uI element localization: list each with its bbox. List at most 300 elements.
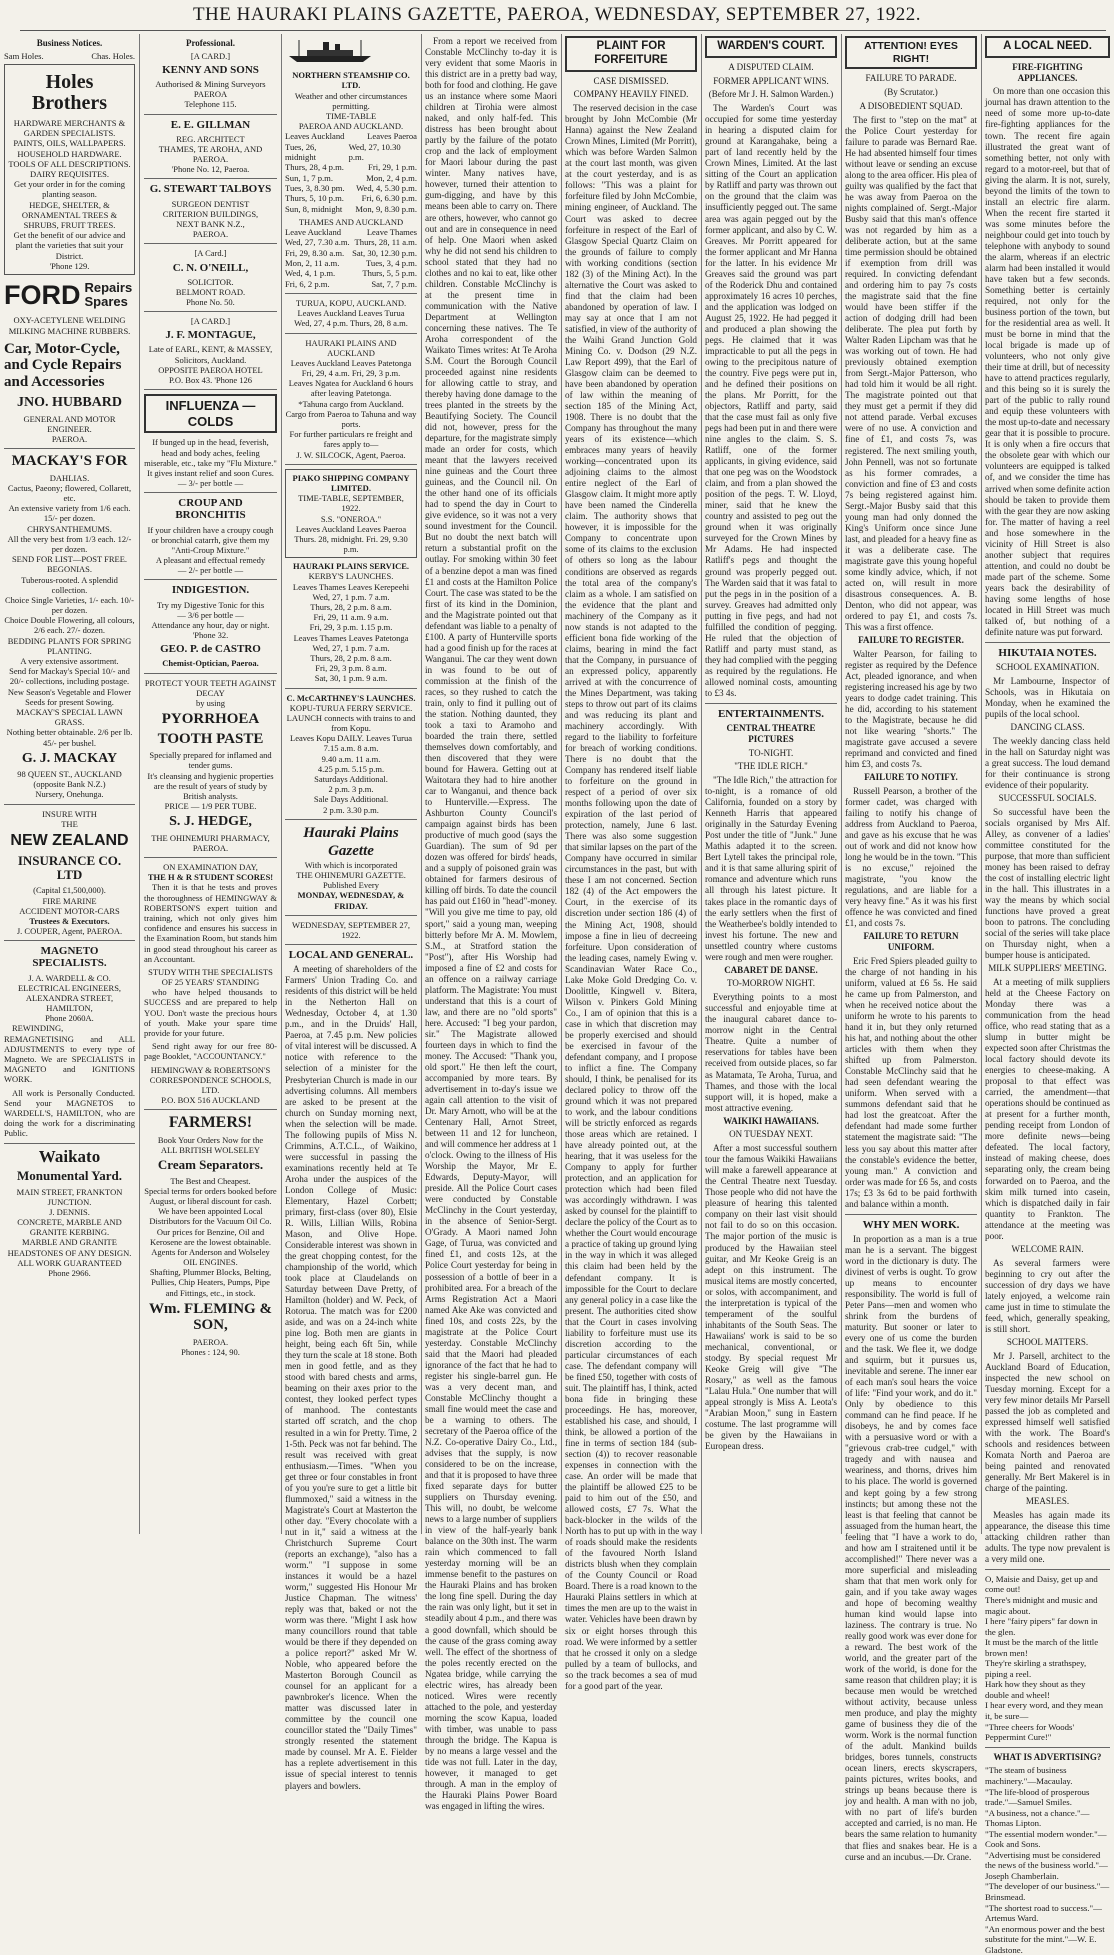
card-line: Telephone 115. xyxy=(184,99,237,110)
ad-line: CONCRETE, MARBLE AND GRANITE KERBING. xyxy=(17,1217,122,1238)
masthead: THE HAURAKI PLAINS GAZETTE, PAEROA, WEDNESDAY, SEPTEMBER 27, 1922. xyxy=(192,4,922,25)
ad-title: Monumental Yard. xyxy=(17,1168,122,1184)
timetable-row xyxy=(285,183,417,193)
ad-line: It gives instant relief and soon Cures. xyxy=(147,467,274,478)
owner-name: Sam Holes. xyxy=(4,50,44,61)
article-subheading: COMPANY HEAVILY FINED. xyxy=(573,89,689,100)
timetable-line: Fri, 29, 3 p.m. 1.15 p.m. xyxy=(309,622,393,633)
article-body: After a most successful southern tour the famous Waikiki Hawaiians will make a farewell appearance at the Central Theatre next Tuesday. Those people who did not have the pleasure of hearing this talented company on their last visit should not fail to do so on this occasion. The major portion of the music is produced by the Hawaiian steel guitar, and Mr Keoke Greig is an adept on this instrument. The musical items are mostly concerted, or solos, with accompaniment, and the interpretation is typical of the temperament of the soulful inhabitants of the South Seas. The Hawaiians' work is said to be so mechanical, conventional, or stodgy. By special request Mr Keoke Greig will give "The Rosary," as well as the famous "Lalau Hula." One number that will appeal strongly is Miss A. Leota's "Arabian Moon," sung in Eastern costume. The last programme will be given by the Hawaiians in European dress. xyxy=(705,1143,837,1452)
timetable-col: Leaves Paeroa xyxy=(367,131,417,142)
ad-line: Phones : 124, 90. xyxy=(181,1347,240,1358)
card-line: BELMONT ROAD. xyxy=(175,286,246,297)
timetable-line: Leaves Auckland Leaves Patetonga xyxy=(290,357,412,368)
ad-line: 'Phone 32. xyxy=(192,630,229,641)
timetable-line: TURUA, KOPU, AUCKLAND. xyxy=(295,297,407,308)
article-subheading: "THE IDLE RICH." xyxy=(734,761,808,772)
card-line: PAEROA. xyxy=(192,229,229,240)
ad-line: BEDDING PLANTS FOR SPRING PLANTING. xyxy=(7,635,132,656)
article-body: So successful have been the socials organised by Mrs Alf. Alley, as convener of a ladies' committee constituted for the purpose, that more than sufficient money has been raised to defray the cost of installing electric light in the hall. This illustrates in a way the means by which social functions have proved a great boon to patrons. The concluding social of the series will take place on Thursday night, when a bumper house is anticipated. xyxy=(985,806,1110,961)
timetable-line: 2 p.m. 3.30 p.m. xyxy=(323,804,379,815)
timetable-line: Leaves Kopu DAILY. Leaves Turua xyxy=(290,733,412,744)
timetable-line: Saturdays Additional. xyxy=(314,774,388,785)
column-rule xyxy=(281,34,282,1534)
waikato-ad xyxy=(4,1148,135,1279)
card-line: P.O. Box 43. 'Phone 126 xyxy=(169,375,252,386)
timetable-line: *Tahuna cargo from Auckland. xyxy=(298,398,404,409)
article-subheading: SCHOOL MATTERS. xyxy=(1006,1336,1089,1347)
timetable-row xyxy=(285,237,417,247)
timetable-row xyxy=(285,279,417,289)
ad-line: THE H & R STUDENT SCORES! xyxy=(147,872,274,883)
ad-line: Spares xyxy=(84,294,128,310)
ad-line: Shafting, Plummer Blocks, Belting, Pullies, Chip Heaters, Pumps, Pipe and Fittings, etc., in stock. xyxy=(149,1267,272,1298)
timetable-col: Leave Auckland xyxy=(285,227,342,238)
ad-paragraph: REWINDING, REMAGNETISING and ALL ADJUSTMENTS to every type of Magneto. We are SPECIALISTS in MAGNETO and IGNITIONS WORK. xyxy=(4,1023,135,1085)
ad-line: Tuberous-rooted. A splendid collection. xyxy=(21,574,118,595)
poem-line: Hark how they shout as they double and wheel! xyxy=(985,1679,1086,1700)
timetable-cell: Fri, 29, 8.30 a.m. xyxy=(285,247,345,258)
ad-title: NEW ZEALAND xyxy=(10,832,129,850)
ad-paragraph: who have helped thousands to SUCCESS and are prepared to help YOU. Don't waste the precious hours of youth. Make your spare time provide for your future. xyxy=(144,987,277,1039)
article-heading: PLAINT FOR FORFEITURE xyxy=(565,36,697,72)
column-4 xyxy=(425,36,557,1811)
ad-title: FARMERS! xyxy=(168,1114,253,1132)
gazette-line: Published Every xyxy=(323,880,379,891)
column-rule xyxy=(841,34,842,1534)
ad-line: GARDEN SPECIALISTS. xyxy=(23,128,116,139)
ad-title: CROUP AND BRONCHITIS xyxy=(175,497,246,522)
poem-line: "Three cheers for Woods' Peppermint Cure!" xyxy=(985,1721,1075,1743)
timetable-line: Fri, 29, 4 a.m. Fri, 29, 3 p.m. xyxy=(301,368,401,379)
ad-line: Choice Double Flowering, all colours, 2/6 each. 27/- dozen. xyxy=(4,615,135,636)
timetable-title: C. McCARTHNEY'S LAUNCHES. xyxy=(286,692,416,703)
article-subheading: SCHOOL EXAMINATION. xyxy=(995,662,1100,673)
article-subheading: TO-MORROW NIGHT. xyxy=(727,978,815,989)
timetable-cell: Tues, 26, midnight xyxy=(285,141,317,163)
ad-title: PYORRHOEA xyxy=(161,711,260,728)
ad-line: Agents for Anderson and Wolseley OIL ENGINES. xyxy=(151,1246,270,1268)
ad-title: Holes Brothers xyxy=(31,71,108,115)
timetable-line: Leaves Thames Leaves Patetonga xyxy=(293,632,409,643)
card-line: Phone No. 50. xyxy=(186,296,235,307)
card-line: REG. ARCHITECT xyxy=(176,133,245,144)
ad-line: HEDGE, SHELTER, & ORNAMENTAL TREES & SHRUBS, FRUIT TREES. xyxy=(21,199,118,230)
ad-line: J. COUPER, Agent, PAEROA. xyxy=(16,926,123,937)
column-rule xyxy=(981,34,982,1534)
ad-line: PAEROA. xyxy=(51,433,88,444)
ad-line: MARBLE AND GRANITE HEADSTONES OF ANY DESIGN. xyxy=(7,1237,132,1258)
card-line: SURGEON DENTIST xyxy=(171,198,250,209)
article-body: Mr J. Parsell, architect to the Auckland Board of Education, inspected the new school on Tuesday morning. Except for a very few minor details Mr Parsell passed the job as completed and expressed himself well satisfied with the work. The Board's schools and residences between Komata North and Paeroa are being painted and renovated generally. Mr Bert Makerel is in charge of the painting. xyxy=(985,1350,1110,1493)
article-subheading: WHAT IS ADVERTISING? xyxy=(993,1751,1102,1762)
ad-line: HAMILTON, xyxy=(46,1003,93,1014)
ad-line: An extensive variety from 1/6 each. 15/- per dozen. xyxy=(8,503,131,524)
timetable-line: 9.40 a.m. 11 a.m. xyxy=(321,753,381,764)
card-line: PAEROA xyxy=(193,89,228,100)
ad-line: Attendance any hour, day or night. xyxy=(151,619,270,630)
timetable-line: For further particulars re freight and fares apply to— xyxy=(289,429,413,450)
ad-line: and Cycle Repairs xyxy=(4,357,122,374)
poem-line: It must be the march of the little brown men! xyxy=(985,1637,1099,1658)
ad-title: GEO. P. de CASTRO xyxy=(160,643,261,656)
insurance-ad xyxy=(4,809,135,937)
ad-line: Repairs xyxy=(84,279,133,295)
card-title: C. N. O'NEILL, xyxy=(172,261,249,274)
ad-line: ALL BRITISH WOLSELEY xyxy=(160,1145,261,1156)
ford-logo: FORD xyxy=(4,279,81,310)
timetable-line: Wed, 27, 4 p.m. Thurs, 28, 8 a.m. xyxy=(294,318,408,329)
ad-line: MACKAY'S SPECIAL LAWN GRASS. xyxy=(16,706,123,728)
ad-line: All the very best from 1/3 each. 12/- per dozen. xyxy=(7,533,132,554)
owners xyxy=(4,51,135,61)
article-body: The reserved decision in the case brought by John McCombie (Mr Hanna) against the New Zealand Crown Mines, Limited (Mr Porritt), which was before Warden Salmon at the court last month, was given at the court yesterday, and is as follows: "This was a plaint for forfeiture filed by John McCombie, mining engineer, of Auckland. The Court was asked to decree forfeiture in respect of the Earl of Glasgow Special Quartz Claim on the grounds of failure to comply with working conditions (section 182 (3) of the Mining Act). In the alternative the Court was asked to find that the claim had been abandoned by operation of law. I may say at once that I am not satisfied, in view of the authority of the Waihi Grand Junction Gold Mining Co. v. Dodson (29 N.Z. Law Report 499), that the Earl of Glasgow claim can be deemed to have been abandoned by operation of law within the meaning of section 185 of the Mining Act, 1908. There is no doubt that the Company has throughout the many years of its existence—which embraces many years of heavily working—concentrated upon its adjoining claims to the almost entire neglect of the Earl of Glasgow claim. It might more aptly have been named the Cinderella claim. The authority shows that however, it is impossible for the Company to concentrate upon some of its claims to the exclusion of others so long as the labour conditions are observed as regards the total area of the company's claim as a whole. I am satisfied on the evidence that the plant and machinery of the Company as it now stands is not adapted to the efficient bona fide working of the claims, bearing in mind the fact that the Company, in pursuance of an expressed policy, apparently arrived at with the concurrence of the Mines Department, was taking steps to throw out part of its claims and was reducing its plant and machinery accordingly. With regard to the liability to forfeiture for breach of working conditions. There is no doubt that the Company has rendered itself liable to forfeiture on the ground in respect of a period of over six months following upon the date of expiration of the last period of protection, namely, June 6 last. There was also some suggestion that similar lapses on the part of the Company have occurred in similar circumstances in the past, but with these I am not concerned. Section 182 (4) of the Act empowers the Court, in the exercise of its discretion under section 186 (4) of the Mining Act, 1908, should impose a fine in lieu of decreeing forfeiture. Upon consideration of the leading cases, namely Ewing v. Scandinavian Water Race Co., Lake Moke Gold Dredging Co. v. Doolittle, Kingwell v. Bitera, Wilson v. Pinkers Gold Mining Co., I am of opinion that this is a case in which that discretion may be properly exercised and should be exercised in favour of the defendant company, and I propose to inflict a fine. The Company should, I think, be penalised for its declared policy to throw off the ground which it was not prepared to work, and the labour conditions will be strictly enforced as regards those areas which are retained. I have already pointed out, at the hearing, that it was useless for the Company to apply for further protection, and an application for protection which had been filed was accordingly withdrawn. I was asked by counsel for the plaintiff to declare the policy of the Court as to whether the Court would encourage a practice of taking up ground lying in the way in which it was alleged this claim had been held by the defendant company. It is impossible for the Court to declare any general policy in a case like the present. The authorities cited show that the Court in cases involving liability to forfeiture must use its discretion according to the particular circumstances of each case. The defendant company will be fined £50, together with costs of suit. The plaintiff has, I think, acted bona fide in bringing these proceedings. He has, moreover, established his case, and should, I think, be allowed a portion of the fine in terms of section 184 (sub-section (4)) to recover reasonable expenses in connection with the case. An order will be made that the plaintiff be allowed £25 to be paid to him out of the £50, and allowed costs, £7 7s. What the back-blocker in the wilds of the North has to put up with in the way of roads should make the residents of the favoured North Island districts blush when they complain of the County Council or Road Board. There is a road known to the Hauraki Plains settlers in which at times the men are up to the waist in water. Vehicles have been drawn by six or eight horses through this road. We were informed by a settler that he crossed it only on a sledge pulled by a team of bullocks, and so the track becomes a sea of mud for a good part of the year. xyxy=(565,103,697,1691)
article-subheading: MEASLES. xyxy=(1025,1495,1070,1506)
column-3 xyxy=(285,36,417,1791)
ad-line: THE OHINEMURI PHARMACY, PAEROA. xyxy=(151,832,270,853)
article-subheading: MILK SUPPLIERS' MEETING. xyxy=(988,963,1107,974)
article-heading: A LOCAL NEED. xyxy=(985,36,1110,58)
ad-paragraph: Then it is that he tests and proves the thoroughness of HEMINGWAY & ROBERTSON'S expert tuition and training, which not only gives him confidence and ensures his success in the Examination Room, but stands him in good stead throughout his career as an Accountant. xyxy=(144,882,277,964)
ad-line: ELECTRICAL ENGINEERS, xyxy=(17,982,122,993)
column-2 xyxy=(144,36,277,1532)
article-body: A meeting of shareholders of the Farmers' Union Trading Co. and residents of this district will be held in the Netherton Hall on Wednesday, October 4, at 1.30 p.m., and in the Druids' Hall, Paeroa, at 7.45 p.m. New policies of vital interest will be discussed. A notice with reference to the selection of a minister for the Presbyterian Church is made in our advertising columns. All members are asked to be present at the church on Sunday morning next, when the selection will be made. The following pupils of Miss N. Crimmins, A.T.C.L., of Waikino, were successful in passing the examinations recently held at Te Aroha under the auspices of the London College of Music: Elementary, Hazel Corbett; primary, first-class (over 80), Elsie R. Wills, Lillian Wills, Robina Mason, and Olive Hope. Considerable interest was shown in the great chopping contest, for the championship of the world, which took place at Claudelands on Saturday between Dave Pretty, of Hamilton (holder) and W. Peck, of Rotorua. The match was for £200 aside, and was on a 24-inch white pine log. Both men are giants in height, being each 6ft 5in, while they turn the scale at 18 stone. Both men in good fettle, and as they stood with bared chests and arms, beaming on their axes prior to the contest, they looked perfect types of manhood. The contestants started off scratch, and the chop resulted in a win for Pretty. Time, 2 1-5th. Peck was not far behind. The result was received with great enthusiasm.—Times. "When you get three or four constables in front of you you're sure to get a little bit flummoxed," said a witness in the Magistrate's Court at Masterton the other day. "Every chocolate with a nut in it," said a witness at the Christchurch Supreme Court (reports an exchange), "also has a worm." "I suppose in some instances it would be a hazel worm," suggested His Honour Mr Justice Chapman. The witness' reply was that, baked or not the worm was there. "Might I ask how many councillors round that table would be there if they depended on a police report?" asked Mr W. Noble, who appeared before the Masterton Borough Council as counsel for an applicant for a pawnbroker's licence. When the matter was discussed later in committee by the council one councillor stated the "Daily Times" strongly resented the statement made by counsel. Mr A. E. Fielder has a replete advertisement in this issue of special interest to tennis players and bowlers. xyxy=(285,964,417,1791)
ad-line: PAINTS, OILS, WALLPAPERS. xyxy=(13,138,126,149)
timetable-cell: Mon, 2, 11 a.m. xyxy=(285,258,340,269)
article-subheading: FAILURE TO REGISTER. xyxy=(858,635,964,646)
timetable-line: Wed, 27, 1 p.m. 7 a.m. xyxy=(312,642,390,653)
article-subheading: ON TUESDAY NEXT. xyxy=(729,1129,813,1140)
timetable-line: PAEROA AND AUCKLAND. xyxy=(298,121,404,132)
column-7 xyxy=(845,36,977,1862)
ad-line: J. DENNIS. xyxy=(49,1206,90,1217)
timetable-cell: Thurs, 28, 11 a.m. xyxy=(354,237,417,248)
ad-line: Special terms for orders booked before August, or liberal discount for cash. xyxy=(144,1185,277,1206)
ad-title: Wm. FLEMING & SON, xyxy=(149,1300,272,1334)
column-rule xyxy=(139,34,140,1534)
ad-line: BEGONIAS. xyxy=(46,564,93,575)
ad-title: Cream Separators. xyxy=(157,1157,264,1173)
article-subheading: WELCOME RAIN. xyxy=(1011,1243,1084,1254)
quote: "An enormous power and the best substitute for the mint."—W. E. Gladstone. xyxy=(985,1923,1105,1955)
timetable-row xyxy=(285,142,417,163)
ad-title: G. J. MACKAY xyxy=(21,750,118,766)
owner-name: Chas. Holes. xyxy=(91,50,135,61)
timetable-header xyxy=(285,227,417,237)
article-heading: WHY MEN WORK. xyxy=(862,1218,960,1231)
ad-line: INSURE WITH xyxy=(42,808,97,819)
timetable-line: 4.25 p.m. 5.15 p.m. xyxy=(317,763,385,774)
card-title: J. F. MONTAGUE, xyxy=(165,329,256,342)
article-heading: LOCAL AND GENERAL. xyxy=(288,949,414,962)
article-body: "The Idle Rich," the attraction for to-night, is a romance of old California, founded on a story by Kenneth Harris that appeared originally in the Saturday Evening Post under the title of "Junk." June Mathis adapted it to the screen. Bert Lytell takes the principal role, and it is that same alluring spirit of romance and adventure which runs all through his latest picture. It takes place in the romantic days of the early settlers when the first of the Weatherbee's boldly intended to invest his fortune. The new and unsettled country where customs were rough and men were rougher. xyxy=(705,775,837,962)
ad-line: — 3/- per bottle — xyxy=(177,478,244,489)
timetable-line: S.S. "ONEROA." xyxy=(320,513,382,524)
steamship-icon xyxy=(285,38,375,64)
card-line: THAMES, TE AROHA, AND PAEROA. xyxy=(158,143,263,165)
timetable-col: Leave Thames xyxy=(366,227,417,238)
ad-line: Our prices for Benzine, Oil and Kerosene are the lowest obtainable. xyxy=(149,1226,272,1247)
ad-title: JNO. HUBBARD xyxy=(16,395,122,411)
ad-line: Nothing better obtainable. 2/6 per lb. 45/- per bushel. xyxy=(6,727,133,748)
ad-line: Chemist-Optician, Paeroa. xyxy=(162,658,259,669)
article-body: Everything points to a most successful and enjoyable time at the inaugural cabaret dance to-morrow night in the Central Theatre. Quite a number of reservations for tables have been received from outside places, so far as Matamata, Te Aroha, Turua, and Thames, and those with the local support will, it is hoped, make a most attractive evening. xyxy=(705,992,837,1113)
ad-line: TOOLS OF ALL DESCRIPTIONS. xyxy=(8,158,131,169)
timetable-cell: Fri, 6, 6.30 p.m. xyxy=(361,193,417,204)
masthead-rule xyxy=(20,30,1106,31)
article-body: The weekly dancing class held in the hall on Saturday night was a great success. The loud demand for their continuance is strong evidence of their popularity. xyxy=(985,735,1110,790)
timetable-title: HAURAKI PLAINS SERVICE. xyxy=(292,561,410,572)
ad-line: Cactus, Paeony; flowered, Collarett, etc. xyxy=(7,482,132,504)
article-body: At a meeting of milk suppliers held at the Cheese Factory on Monday there was a communication from the head office, who read stating that as a slump in butter might be expected soon after Christmas the local factory should devote its energies to cheese-making. A proposal to that effect was carried, the amendment—that operations should be continued as at present for a further month, pending receipt from London of more definite news—being defeated. The local factory, instead of making cheese, does separating only, the cream being forwarded on to Paeroa, and the skim milk turned into casein, which is dispatched daily in fair quantity to Frankton. The attendance at the meeting was poor. xyxy=(985,976,1110,1241)
timetable-cell: Wed, 27, 10.30 p.m. xyxy=(348,141,401,163)
article-subheading: CENTRAL THEATRE PICTURES xyxy=(726,722,816,744)
timetable-row xyxy=(285,162,417,172)
ad-line: OF 25 YEARS' STANDING xyxy=(161,977,260,988)
ad-line: 98 QUEEN ST., AUCKLAND xyxy=(17,769,122,780)
column-rule xyxy=(561,34,562,1534)
timetable-cell: Sat, 30, 12.30 p.m. xyxy=(352,247,417,258)
ad-line: Get the benefit of our advice and plant the varieties that suit your District. xyxy=(13,230,126,261)
ad-line: HOUSEHOLD HARDWARE. xyxy=(17,148,122,159)
article-heading: ATTENTION! EYES RIGHT! xyxy=(845,36,977,69)
ad-line: PRICE — 1/9 PER TUBE. xyxy=(164,801,257,812)
timetable-cell: Mon, 2, 4 p.m. xyxy=(366,172,417,183)
timetable-line: THAMES AND AUCKLAND xyxy=(298,216,404,227)
timetable-line: Sale Days Additional. xyxy=(313,794,389,805)
ad-line: DAHLIAS. xyxy=(49,472,90,483)
quote: "A business, not a chance."—Thomas Lipton. xyxy=(985,1807,1090,1829)
card-title: KENNY AND SONS xyxy=(162,63,259,76)
magneto-ad xyxy=(4,945,135,1138)
timetable-line: LAUNCH connects with trains to and from Kopu. xyxy=(286,712,416,734)
article-body: Walter Pearson, for failing to register as required by the Defence Act, pleaded ignorance, and when registering increased his age by two years to dodge cadet training. This he did, according to his statement to the Magistrate, because he did not like wearing "shorts." The magistrate gave accused a severe reprimand and convicted and fined him £3, and costs 7s. xyxy=(845,648,977,770)
holes-brothers-ad xyxy=(4,64,135,275)
article-subheading: SUCCESSFUL SOCIALS. xyxy=(998,792,1097,803)
article-body: Mr Lambourne, Inspector of Schools, was in Hikutaia on Monday, when he examined the pupils of the local school. xyxy=(985,675,1110,719)
ad-line: A pleasant and effectual remedy xyxy=(155,555,266,566)
ad-line: MAIN STREET, FRANKTON JUNCTION. xyxy=(16,1186,123,1207)
quote: "The essential modern wonder."—Cook and Sons. xyxy=(985,1828,1107,1850)
article-subheading: CASE DISMISSED. xyxy=(593,75,669,86)
timetable-line: Cargo from Paeroa to Tahuna and way ports. xyxy=(285,408,417,430)
timetable-line: Leaves Auckland Leaves Paeroa xyxy=(295,523,407,534)
ad-line: CHRYSANTHEMUMS. xyxy=(27,523,112,534)
article-subheading: TO-NIGHT. xyxy=(748,747,794,758)
column-rule xyxy=(421,34,422,1534)
timetable-row xyxy=(285,248,417,258)
ad-line: SEND FOR LIST—POST FREE. xyxy=(11,554,128,565)
quote-list xyxy=(985,1765,1110,1955)
timetable-row xyxy=(285,204,417,214)
article-body: From a report we received from Constable McClinchy to-day it is very evident that some Maoris in this district are in a pretty bad way, both for food and clothing. He gave us an instance where some Maori children at Tirohia were almost naked, and only half-fed. This distress has been brought about partly by the failure of the potato crop and the lack of employment for Maori labour during the past winter. Many natives have, however, turned their attention to gum-digging, and have by this means been able to carry on. There are others, however, who cannot go out and are in consequence in need of help. One Maori when asked why he did not send his children to school stated that they had no clothes and no kai to eat, like other children. Constable McClinchy is at the present time in communication with the Native Department at Wellington concerning these natives. The Te Aroha correspondent of the Waikato Times writes: At Te Aroha S.M. Court the Borough Council proceeded against nine residents for allowing cattle to stray, and thereby having done damage to the trees planted in the streets by the Beautifying Society. The Council did not, however, press for the departure, for the magistrate simply made an order for costs, which meant that the lawyers received nine guineas and the Court three guineas, and the Council nil. On the other hand one of its officials had to spend the day in Court to give evidence, so it was not a very sound investment for the Council. But no doubt the next batch will return a substantial profit on the outlay. For smoking within 30 feet of a benzine depot a man was fined £1 and costs at the Hamilton Police Court. The case was stated to be the first of its kind in the Dominion, and the Magistrate pointed out that defendant was liable to a penalty of £100. A party of Hunterville sports had a good finish up for the races at Wanganui. The car they went down in was found to be out of commission at the finish of the races, so they rushed to catch the train, only to find it pulling out of the station. Nothing daunted, they took a taxi to Aramoho and boarded the train there, settled themselves down comfortably, and then discovered that they were bound for Hawera. Getting out at Waitotara they had to hire another car to Wanganui, and thence back to Hunterville.—Express. The Ashburton County Council's campaign against birds has been productive of much good (says the Guardian). The sum of 9d per dozen was offered for birds' heads, and a supply of poisoned grain was obtained for farmers desirous of killing off birds. To date the council has paid out £160 in "head"-money. "Will you give me time to pay, old sport," said a young man, weeping bitterly before Mr A. M. Mowlem, S.M., at Stratford station the "Post"), after His Worship had imposed a fine of £2 and costs for an offence on a railway carriage platform. The Magistrate: You must understand that this is a court of law, and there are no "old sports" here. Accused: "I beg your pardon, sir." The Magistrate allowed fourteen days in which to find the money. The Accused: "Thank you, old sport." He then left the court, accompanied by more tears. By advertisement in to-day's issue we again call attention to the visit of Dr. Mary Arnott, who will be at the Centenary Hall, Arnot Street, between 11 and 12 for luncheon, and will commence her address at 1 o'clock. Owing to the illness of His Worship the Mayor, Mr E. Edwards, Deputy-Mayor, will preside. All the Police Court cases were conducted by Constable McClinchy in the Court yesterday, in the absence of Senior-Sergt. O'Grady. A Maori named John Gage, of Turua, was convicted and fined £1, and costs 12s, at the Police Court yesterday for being in possession of a bottle of beer in a prohibited area. For a breach of the Arms Registration Act a Maori named Ake Ake was convicted and fined 10s, and costs 22s, by the magistrate at the Police Court yesterday. Constable McClinchy said that the Maori had pleaded ignorance of the fact that he had to register his single-barrel gun. He was a very decent man, and Constable McClinchy thought a small fine would meet the case and be a warning to others. The secretary of the Paeroa office of the N.Z. Co-operative Dairy Co., Ltd., advises that the supply, is now considered to be on the increase, and that it is proposed to have three fixed separate days for butter suppliers on Thursday evening. This will, no doubt, be welcome news to a large number of suppliers in view of the half-yearly bank balance on the 30th inst. The warm rain which commenced to fall yesterday morning will be an immense benefit to the pastures on the Hauraki Plains and has broken the long fine spell. During the day the rain was only light, but it set in steadily about 4 p.m., and there was a good downfall, which should be the cause of the grass coming away well. The effect of the shortness of the poles recently erected on the Ngatea bridge, while carrying the electric wires, has already been noticed. Wires were recently attached to the pole, and yesterday morning the scow Kapua, loaded with timber, was unable to pass through the bridge. The Kapua is by no means a large vessel and the tide was not full. Later in the day, however, it managed to get through. A man in the employ of the Hauraki Plains Power Board was engaged in lifting the wires. xyxy=(425,36,557,1811)
timetable-line: Leaves Ngatea for Auckland 6 hours after leaving Patetonga. xyxy=(288,378,414,399)
ad-line: ALL WORK GUARANTEED xyxy=(17,1257,122,1268)
ad-line: OXY-ACETYLENE WELDING xyxy=(13,315,126,326)
timetable-line: Fri, 29, 11 a.m. 9 a.m. xyxy=(313,612,389,623)
timetable-cell: Fri, 29, 1 p.m. xyxy=(368,162,417,173)
card-title: G. STEWART TALBOYS xyxy=(149,183,272,196)
timetable-cell: Sat, 7, 7 p.m. xyxy=(371,278,417,289)
timetable-cell: Tues, 3, 4 p.m. xyxy=(365,258,417,269)
timetable-col: Leaves Auckland xyxy=(285,131,345,142)
ad-line: HEMINGWAY & ROBERTSON'S CORRESPONDENCE SCHOOLS, LTD. xyxy=(149,1064,272,1095)
poem-line: They're skirling a strathspey, piping a reel. xyxy=(985,1658,1087,1679)
card-line: Authorised & Mining Surveyors xyxy=(155,79,266,90)
timetable-line: TIME-TABLE xyxy=(325,111,377,122)
ad-line: — 2/- per bottle — xyxy=(177,565,244,576)
timetable-title: PIAKO SHIPPING COMPANY LIMITED. xyxy=(292,472,410,493)
issue-date: WEDNESDAY, SEPTEMBER 27, 1922. xyxy=(291,919,411,940)
timetable-line: Leaves Thames Leaves Kerepeehi xyxy=(292,581,410,592)
ad-line: Trustees & Executors. xyxy=(29,915,110,926)
ad-line: PAEROA. xyxy=(192,1336,229,1347)
car-repairs-ad xyxy=(4,341,135,391)
article-subheading: A DISPUTED CLAIM. xyxy=(728,61,814,72)
ad-line: ON EXAMINATION DAY, xyxy=(163,862,258,873)
article-subheading: FAILURE TO PARADE. xyxy=(865,73,957,84)
timetable-cell: Wed, 27, 7.30 a.m. xyxy=(285,237,350,248)
article-body: Eric Fred Spiers pleaded guilty to the charge of not handing in his uniform, valued at £6 5s. He said he came up from Palmerston, and when he received notice about the uniform he wrote to his parents to hand it in, but they only returned his hat, and nothing about the other articles with them when they shifted up from Palmerston. Constable McClinchy said that he had seen defendant wearing the uniform. When served with a summons defendant said that he had lost the greatcoat. After the defendant had made some further statement the magistrate said: "The less you say about this matter after the constable's evidence the better, young man." A conviction and order was made for £6 5s, and costs 17s; £3 3s 6d to be paid forthwith and balance within a month. xyxy=(845,955,977,1209)
article-subheading: A DISOBEDIENT SQUAD. xyxy=(859,100,963,111)
ad-title: S. J. HEDGE, xyxy=(169,814,252,830)
timetable-line: HAURAKI PLAINS AND AUCKLAND xyxy=(305,337,397,358)
poem-line: I here "fairy pipers" far down in the glen. xyxy=(985,1616,1098,1637)
column-rule xyxy=(701,34,702,1534)
timetable-cell: Tues, 3, 8.30 pm. xyxy=(285,182,345,193)
gazette-line: THE OHINEMURI GAZETTE. xyxy=(296,869,406,880)
quote: "The steam of business machinery."—Macaulay. xyxy=(985,1765,1073,1786)
card-line: NEXT BANK N.Z., xyxy=(176,218,245,229)
ad-title: Waikato xyxy=(38,1146,101,1166)
article-body: Measles has again made its appearance, the disease this time attacking children rather than adults. The type now prevalent is a very mild one. xyxy=(985,1509,1110,1564)
ad-line: Specially prepared for inflamed and tender gums. xyxy=(149,750,272,771)
card-title: E. E. GILLMAN xyxy=(170,118,251,131)
ad-line: THE xyxy=(61,818,78,829)
quote: "Advertising must be considered the news of the business world."—Joseph Chamberlain. xyxy=(985,1849,1108,1881)
timetable-cell: Thurs, 28, 4 p.m. xyxy=(285,162,344,173)
ad-line: and Accessories xyxy=(4,373,105,390)
ad-line: MILKING MACHINE RUBBERS. xyxy=(8,325,131,336)
timetable-row xyxy=(285,268,417,278)
article-body: The first to "step on the mat" at the Police Court yesterday for failure to parade was Bernard Rae. He had absented himself four times without leave or sending an excuse along to the area officer. His plea of guilty was qualified by the fact that he was away from Paeroa on the nights complained of. Sergt.-Major Busby said that this man's offence was not regarded by him as a deliberate action, but at the same time permission should be obtained if exemption from drill was required. In convicting defendant and ordering him to pay 7s costs the magistrate said that the fine would have been stiffer if the action of dodging drill had been deliberate. The plea put forth by Walter Raden Lipcham was that he was working out of town. He had previously obtained exemption from Sergt.-Major Patterson, who had told him it would be all right. The magistrate pointed out that they must get a permit if they did not attend parade. Verbal excuses were of no use. A conviction and fine of £1, and costs 7s, was registered. The next smiling youth, John Pennell, was not so fortunate as his former comrades, a conviction and fine of £3 and costs 7s being registered against him. Sergt.-Major Busby said that this young man had only donned the King's Uniform once since June last, and pleaded for a heavy fine as it was a deliberate case. The magistrate gave this young hopeful some kindly advice, which, if not acted on, will result in more disastrous consequences. A. B. Denton, who did not appear, was ordered to pay £1, and costs 7s. This was a first offence. xyxy=(845,114,977,633)
gazette-line: MONDAY, WEDNESDAY, & FRIDAY. xyxy=(297,890,405,911)
ad-line: It's cleansing and hygienic properties are the result of years of study by British analysts. xyxy=(147,770,274,801)
timetable-title: NORTHERN STEAMSHIP CO. LTD. xyxy=(292,70,410,91)
timetable-cell: Wed, 4, 1 p.m. xyxy=(285,268,336,279)
ad-line: Phone 2060A. xyxy=(45,1013,94,1024)
ad-title: INDIGESTION. xyxy=(171,584,250,597)
timetable-row xyxy=(285,193,417,203)
timetable-cell: Thurs, 5, 5 p.m. xyxy=(362,268,417,279)
ad-line: A very extensive assortment. xyxy=(20,656,119,667)
ad-line: DAIRY REQUISITES. xyxy=(29,169,110,180)
ad-line: 'Phone 129. xyxy=(49,260,90,271)
ad-line: J. A. WARDELL & CO. xyxy=(28,972,111,983)
ad-line: Book Your Orders Now for the xyxy=(157,1134,264,1145)
timetable-line: Fri, 29, 3 p.m. 8 a.m. xyxy=(315,663,387,674)
ad-line: FIRE MARINE xyxy=(42,895,97,906)
card-line: CRITERION BUILDINGS, xyxy=(162,208,259,219)
ad-line: If bunged up in the head, feverish, head and body aches, feeling miserable, etc., take my "Flu Mixture." xyxy=(144,437,277,468)
ad-title: INFLUENZA — COLDS xyxy=(144,394,277,433)
ad-line: ACCIDENT MOTOR-CARS xyxy=(19,905,120,916)
ad-line: by using xyxy=(195,697,226,708)
timetable-line: KERBY'S LAUNCHES. xyxy=(308,571,394,582)
article-subheading: FAILURE TO RETURN UNIFORM. xyxy=(863,931,959,953)
card-line: [A CARD.] xyxy=(190,50,231,61)
ad-line: New Season's Vegetable and Flower Seeds for present Sowing. xyxy=(7,686,132,707)
ad-paragraph: Send right away for our free 80-page Booklet, "ACCOUNTANCY." xyxy=(144,1041,277,1062)
ad-line: STUDY WITH THE SPECIALISTS xyxy=(148,966,273,977)
ad-line: (opposite Bank N.Z.) xyxy=(33,779,106,790)
gazette-line: With which is incorporated xyxy=(304,859,398,870)
card-line: OPPOSITE PAEROA HOTEL xyxy=(158,364,263,375)
ad-line: GENERAL AND MOTOR ENGINEER. xyxy=(23,413,116,434)
mackay-ad xyxy=(4,453,135,748)
ad-line: P.O. BOX 516 AUCKLAND xyxy=(161,1095,260,1106)
article-body: In proportion as a man is a true man he is a servant. The biggest word in the dictionary is duty. The divinest of verbs is ought. To grow up means to encounter responsibility. The world is full of Peter Pans—men and women who shrink from the burdens of maturity. But sooner or later to every one of us come the burden and the task. We flee it, we dodge and squirm, but it pursues us, inevitable and serene. The inner ear of each man's soul hears the voice of life: "Find your work, and do it." Only by obedience to this command can he find peace. If he disobeys, he and by comes face with a persuasive word or with a "grievous crab-tree cudgel," with tragedy and with nausea and weariness, and thorns, drives him to his place. The world is governed and kept going by a few strong instincts; but among these not the least is that feeling that cannot be assuaged from the human heart, the feeling that "I have a work to do, and how am I straitened until it be accomplished!" There never was a more superficial and misleading sham that that men work only for gain, and if you take away wages and hope of becoming wealthy human kind would lapse into laziness. The contrary is true. No really good work was ever done for a reward. The best work of the world, and the greater part of the work of the world, is done for the same reason that children play; it is because men would be wretched without activity, because unless men produce, and play the mighty game of business they die of the worm. Work is the normal function of the adult. Mankind builds bridges, bores tunnels, constructs ocean liners, erects skyscrapers, paints pictures, writes books, and strings up beans because there is joy and health. A man with no job, with no part of life's burden accepted and carried, is no man. He bears the same relation to humanity that flies and snakes bear. He is a curse and an incubus.—Dr. Crane. xyxy=(845,1233,977,1862)
ad-line: Nursery, Onehunga. xyxy=(35,789,104,800)
ad-line: ALEXANDRA STREET, xyxy=(25,992,114,1003)
poem xyxy=(985,1574,1110,1743)
timetable-line: 7.15 a.m. 8 a.m. xyxy=(323,743,379,754)
article-subheading: WAIKIKI HAWAIIANS. xyxy=(723,1115,819,1126)
article-body: As several farmers were beginning to cry out after the succession of dry days we have lately enjoyed, a welcome rain came just in time to stimulate the feed, which, generally speaking, is still short. xyxy=(985,1257,1110,1334)
ad-line: — 3/6 per bottle — xyxy=(177,609,244,620)
card-line: [A Card.] xyxy=(194,248,227,259)
ad-paragraph: All work is Personally Conducted. Send your MAGNETOS to WARDELL'S, HAMILTON, who are doing the work for a discriminating Public. xyxy=(4,1087,135,1139)
poem-line: O, Maisie and Daisy, get up and come out! xyxy=(985,1573,1098,1595)
timetable-cell: Fri, 6, 2 p.m. xyxy=(285,278,330,289)
timetable-line: Thurs, 28, 2 p.m. 8 a.m. xyxy=(310,602,392,613)
ad-line: PROTECT YOUR TEETH AGAINST DECAY xyxy=(144,677,277,698)
card-line: Late of EARL, KENT, & MASSEY, Solicitors, Auckland. xyxy=(148,344,273,365)
article-subheading: (By Scrutator.) xyxy=(884,86,938,97)
article-body: On more than one occasion this journal has drawn attention to the need of some more up-to-date fire-fighting appliances for the town. The recent fire again illustrated the great want of something better, not only with regard to a motor-reel, but that of giving the alarm. It is not, surely, beyond the limits of the town to install an electric fire alarm. When the recent fire started it was some minutes before the neighbour could get into touch by telephone with anybody to sound the alarm, whereas if an electric alarm had been installed it would have taken but a few seconds. Something better is certainly required, not only for the business portion of the town, but for the residential area as well. It must be borne in mind that the local brigade is made up of volunteers, who not only give their time at drill, but of necessity have to attend practices regularly, and this being so it is surely the part of the public to rally round and equip these volunteers with the most up-to-date and necessary gear that it is possible to procure. It is only when a fire occurs that the obsolete gear with which our volunteers are equipped is talked of, and we consider the time has arrived when some definite action should be taken to provide them with the gear they are now asking for. The matter of having a reel and hose somewhere in the vicinity of Hill Street is also another subject that requires attention, and could no doubt be made part of the scheme. Some years back the desirability of having some lengths of hose located in Hill Street was much talked of, but nothing of a definite nature was put forward. xyxy=(985,86,1111,637)
section-heading: Business Notices. xyxy=(36,38,103,48)
poem-line: There's midnight and music and magic about. xyxy=(985,1594,1098,1616)
article-subheading: FAILURE TO NOTIFY. xyxy=(864,772,958,783)
timetable-cell: Thurs, 5, 10 p.m. xyxy=(285,193,344,204)
ad-line: HARDWARE MERCHANTS & xyxy=(13,118,126,129)
timetable-line: Wed, 27, 1 p.m. 7 a.m. xyxy=(312,591,390,602)
ad-title: INSURANCE CO. LTD xyxy=(17,852,122,883)
timetable-cell: Mon, 9, 8.30 p.m. xyxy=(355,203,417,214)
ad-line: (Capital £1,500,000). xyxy=(33,885,106,896)
article-body: The Warden's Court was occupied for some time yesterday in hearing a disputed claim for ground at Karangahake, being a part of land recently held by the Crown Mines, Limited. At the last sitting of the Court an application by Ratliff and party was thrown out on the ground that the claim was insufficiently pegged out. The same area was again pegged out by the former applicant, and also by C. W. Greaves. Mr Porritt appeared for the former applicant and Mr Hanna for the latter. In his evidence Mr Greaves said the ground was part of the Roderick Dhu and contained approximately 16 acres 10 perches, and the application was lodged on August 25, 1922. He had pegged it and produced a plan showing the pegs. He claimed that it was impracticable to put all the pegs in owing to the precipitous nature of the country. Five pegs were put in, and he defined their positions on the plans. Mr Porritt, for the objectors, Ratliff and party, said that the case must fail as only five pegs had been put in and there were nine angles to the claim. S. S. Ratliff, one of the former applicants, in giving evidence, said that one peg was on the Woodstock claim, and from a plan showed the position of the pegs. T. W. Lloyd, miner, said that he knew the country and assisted to peg out the ground when it was originally surveyed for the Crown Mines by Mr Adams. He had inspected Ratliff's pegs and thought the ground was properly pegged out. The Warden said that it was fatal to put the pegs in in the position of a survey. Greaves had admitted only putting in five pegs, and had not fulfilled the condition of pegging. He ruled that the objection of Ratliff and party must stand, as they had complied with the pegging as required by the regulations. He allowed nominal costs, amounting to £3 4s. xyxy=(705,103,837,698)
timetable-header xyxy=(285,131,417,141)
ad-line: Phone 2966. xyxy=(48,1268,91,1279)
timetable-line: KOPU-TURUA FERRY SERVICE. xyxy=(289,702,413,713)
column-1 xyxy=(4,36,135,1532)
ad-line: Get your order in for the coming planting season. xyxy=(14,179,125,200)
timetable-line: 2 p.m. 3 p.m. xyxy=(328,784,374,795)
timetable-cell: Sun, 1, 7 p.m. xyxy=(285,172,333,183)
article-heading: WARDEN'S COURT. xyxy=(705,36,837,58)
gazette-nameplate: Hauraki Plains Gazette xyxy=(303,824,399,859)
timetable-line: Weather and other circumstances permitting. xyxy=(294,90,408,111)
timetable-row xyxy=(285,173,417,183)
article-subheading: FORMER APPLICANT WINS. xyxy=(713,75,829,86)
card-line: [A CARD.] xyxy=(190,316,231,327)
timetable-cell: Wed, 4, 5.30 p.m. xyxy=(356,182,417,193)
column-5 xyxy=(565,36,697,1691)
timetable-line: J. W. SILCOCK, Agent, Paeroa. xyxy=(296,449,406,460)
article-subheading: (Before Mr J. H. Salmon Warden.) xyxy=(708,89,834,100)
column-8 xyxy=(985,36,1111,1955)
ad-title: MAGNETO SPECIALISTS. xyxy=(32,945,107,970)
article-subheading: FIRE-FIGHTING APPLIANCES. xyxy=(1012,61,1083,83)
